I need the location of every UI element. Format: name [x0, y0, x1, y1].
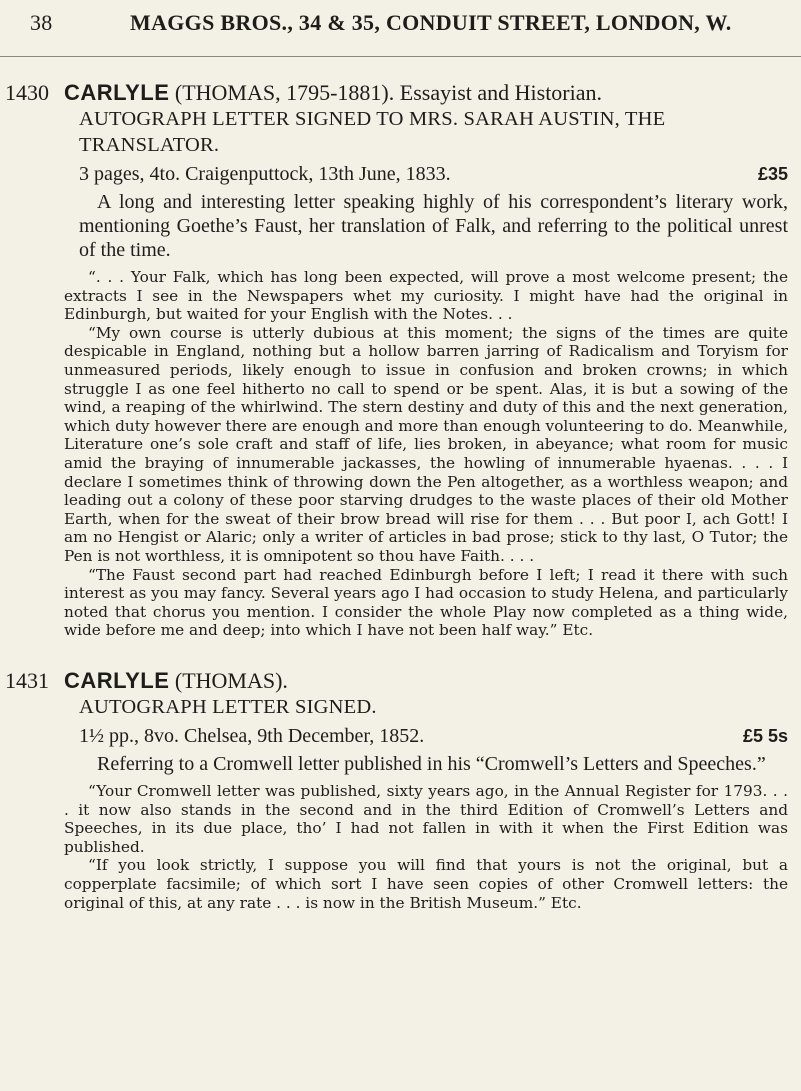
item-price: £35: [757, 164, 788, 184]
lot-number: 1431: [5, 668, 49, 693]
author-name: CARLYLE: [64, 668, 170, 693]
author-name: CARLYLE: [64, 80, 170, 105]
quote-paragraph: “If you look strictly, I suppose you will find that yours is not the original, but a copperplate facsimile; of which sort I have seen copies of other Cromwell letters: the original of this, at any rate . . . is now in the British Museum.” Etc.: [64, 856, 788, 912]
page-header: [30, 10, 790, 36]
lot-number: 1430: [5, 80, 49, 105]
header-rule: [0, 56, 801, 57]
item-details: 1½ pp., 8vo. Chelsea, 9th December, 1852.: [79, 725, 425, 747]
quote-paragraph: “Your Cromwell letter was published, sixty years ago, in the Annual Register for 1793. . . . it now also stands in the second and in the third Edition of Cromwell’s Letters and Speeches, in its due place, tho’ I had not fallen in with it when the First Edition was published.: [64, 782, 788, 856]
item-meta: [79, 162, 788, 186]
quote-paragraph: “My own course is utterly dubious at this moment; the signs of the times are quite despicable in England, nothing but a hollow barren jarring of Radicalism and Toryism for unmeasured periods, likely enough to issue in confusion and broken crowns; in which struggle I as one feel hitherto no call to spend or be spent. Alas, it is but a sowing of the wind, a reaping of the whirlwind. The stern destiny and duty of this and the next generation, which duty however there are enough and more than enough volunteering to do. Meanwhile, Literature one’s sole craft and staff of life, lies broken, in abeyance; what room for music amid the braying of innumerable jackasses, the howling of innumerable hyaenas. . . . I declare I sometimes think of throwing down the Pen altogether, as a worthless weapon; and leading out a colony of these poor starving drudges to the waste places of their old Mother Earth, when for the sweat of their brow bread will rise for them . . . But poor I, ach Gott! I am no Hengist or Alaric; only a writer of articles in bad prose; stick to thy last, O Tutor; the Pen is not worthless, it is omnipotent so thou have Faith. . . .: [64, 323, 788, 565]
author-details: (THOMAS, 1795-1881). Essayist and Historian.: [174, 80, 603, 105]
header-title: MAGGS BROS., 34 & 35, CONDUIT STREET, LONDON, W.: [130, 10, 732, 35]
item-description: A long and interesting letter speaking highly of his correspondent’s literary work, mentioning Goethe’s Faust, her translation of Falk, and referring to the political unrest of the time.: [79, 191, 788, 261]
item-description: Referring to a Cromwell letter published in his “Cromwell’s Letters and Speeches.”: [97, 753, 766, 775]
page-number: 38: [30, 10, 53, 35]
quote-paragraph: “. . . Your Falk, which has long been expected, will prove a most welcome present; the extracts I see in the Newspapers whet my curiosity. I might have had the original in Edinburgh, but waited for your English with the Notes. . .: [64, 268, 788, 324]
item-meta: [79, 724, 788, 748]
lot-heading: [64, 80, 788, 106]
author-details: (THOMAS).: [174, 668, 288, 693]
item-price: £5 5s: [742, 726, 788, 746]
lot-heading: [64, 668, 788, 694]
letter-quote: [64, 268, 788, 640]
item-details: 3 pages, 4to. Craigenputtock, 13th June, 1833.: [79, 163, 451, 185]
item-title: AUTOGRAPH LETTER SIGNED.: [79, 696, 377, 718]
item-title: AUTOGRAPH LETTER SIGNED TO MRS. SARAH AUSTIN, THE TRANSLATOR.: [79, 108, 666, 156]
letter-quote: [64, 782, 788, 912]
quote-paragraph: “The Faust second part had reached Edinburgh before I left; I read it there with such interest as you may fancy. Several years ago I had occasion to study Helena, and particularly noted that chorus you mention. I consider the whole Play now completed as a thing wide, wide before me and deep; into which I have not been half way.” Etc.: [64, 565, 788, 640]
